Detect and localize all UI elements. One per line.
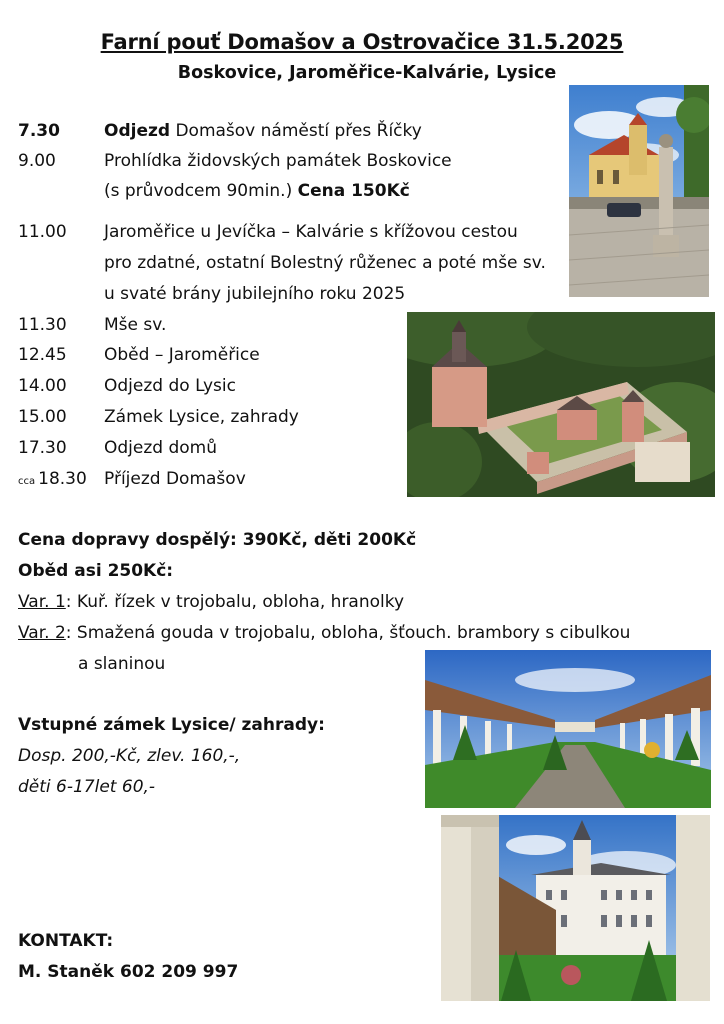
schedule-text: pro zdatné, ostatní Bolestný růženec a poté mše sv. (104, 253, 546, 273)
entry-line-2: děti 6-17let 60,- (18, 777, 156, 797)
option-text: : Kuř. řízek v trojobalu, obloha, hranolky (65, 592, 405, 612)
schedule-text: (s průvodcem 90min.) (104, 181, 298, 201)
schedule-text: Odjezd domů (104, 438, 217, 458)
schedule-time: 14.00 (18, 376, 67, 396)
option-text: : Smažená gouda v trojobalu, obloha, šťouch. brambory s cibulkou (65, 623, 631, 643)
entry-line-1: Dosp. 200,-Kč, zlev. 160,-, (18, 746, 241, 766)
schedule-text: Domašov náměstí přes Říčky (170, 121, 422, 141)
schedule-text: Mše sv. (104, 315, 167, 335)
schedule-time: 11.00 (18, 222, 67, 242)
contact-heading: KONTAKT: (18, 931, 114, 951)
jaromerice-kalvarie-photo (407, 312, 715, 497)
transport-price: Cena dopravy dospělý: 390Kč, děti 200Kč (18, 530, 417, 550)
schedule-text: Prohlídka židovských památek Boskovice (104, 151, 452, 171)
schedule-bold: Odjezd (104, 121, 171, 141)
schedule-text: Zámek Lysice, zahrady (104, 407, 299, 427)
schedule-price: Cena 150Kč (297, 181, 410, 201)
option-label: Var. 2 (18, 623, 66, 643)
schedule-time: 18.30 (38, 469, 87, 489)
page-subtitle: Boskovice, Jaroměřice-Kalvárie, Lysice (177, 63, 557, 83)
boskovice-square-photo (569, 85, 709, 297)
contact-name: M. Staněk 602 209 997 (18, 962, 239, 982)
schedule-time: 11.30 (18, 315, 67, 335)
schedule-text: Jaroměřice u Jevíčka – Kalvárie s křížovou cestou (104, 222, 518, 242)
entry-heading: Vstupné zámek Lysice/ zahrady: (18, 715, 325, 735)
lysice-colonnade-photo (425, 650, 711, 808)
lunch-price: Oběd asi 250Kč: (18, 561, 174, 581)
schedule-time: 17.30 (18, 438, 67, 458)
schedule-time: 15.00 (18, 407, 67, 427)
schedule-text: Příjezd Domašov (104, 469, 246, 489)
schedule-time: 7.30 (18, 121, 60, 141)
schedule-text: Oběd – Jaroměřice (104, 345, 260, 365)
schedule-text: u svaté brány jubilejního roku 2025 (104, 284, 406, 304)
schedule-text: Odjezd do Lysic (104, 376, 236, 396)
option-label: Var. 1 (18, 592, 66, 612)
lunch-option-2-cont: a slaninou (78, 654, 166, 674)
lunch-option-1 (18, 587, 404, 617)
schedule-prefix: cca (18, 476, 36, 487)
schedule-time: 12.45 (18, 345, 67, 365)
page-title: Farní pouť Domašov a Ostrovačice 31.5.2025 (100, 30, 624, 54)
schedule-time: 9.00 (18, 151, 56, 171)
lunch-option-2 (18, 618, 630, 648)
lysice-chateau-photo (441, 815, 710, 1001)
